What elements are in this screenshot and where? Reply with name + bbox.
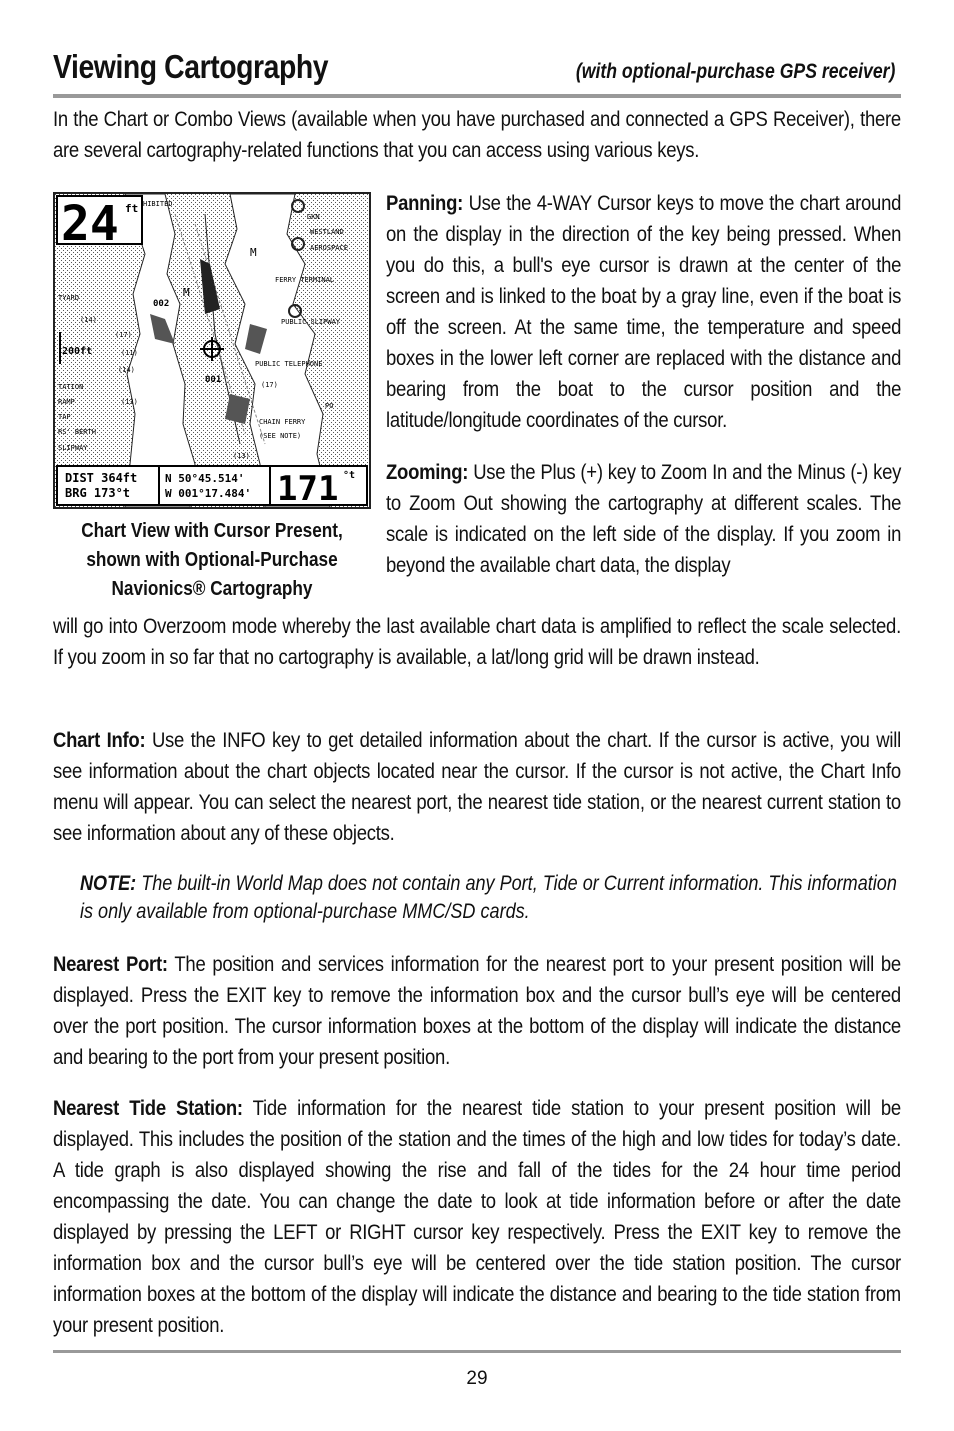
dist-readout: DIST 364ft — [65, 471, 138, 485]
svg-text:RAMP: RAMP — [58, 398, 75, 406]
svg-text:PUBLIC TELEPHONE: PUBLIC TELEPHONE — [255, 360, 323, 368]
svg-text:M: M — [183, 286, 190, 299]
page-number: 29 — [466, 1368, 488, 1389]
page-subtitle: (with optional-purchase GPS receiver) — [575, 60, 895, 83]
brg-readout: BRG 173°t — [65, 486, 131, 500]
chart-info-paragraph: Chart Info: Use the INFO key to get detailed information about the chart. If the cursor is active, you will see information about the chart objects located near the cursor. If the cursor is not active, the Chart Info menu will appear. You can select the nearest port, the nearest tide station, or the nearest current station to see information about any of these objects. — [53, 728, 901, 845]
svg-text:002: 002 — [153, 299, 170, 309]
figure-caption: Chart View with Cursor Present, shown with Optional-Purchase Navionics® Cartography — [81, 520, 343, 600]
depth-unit: ft — [125, 202, 139, 215]
header-rule — [53, 94, 901, 98]
panning-paragraph: Panning: Use the 4-WAY Cursor keys to move the chart around on the display in the direction of the key being pressed. When you do this, a bull's eye cursor is drawn at the center of the screen and is linked to the boat by a gray line, even if the boat is off the screen. At the same time, the temperature and speed boxes in the lower left corner are replaced with the distance and bearing from the boat to the cursor position and the latitude/longitude coordinates of the cursor. — [386, 191, 902, 432]
svg-text:WESTLAND: WESTLAND — [310, 228, 344, 236]
chart-map — [55, 194, 369, 507]
svg-text:(13): (13) — [233, 452, 250, 460]
svg-text:001: 001 — [205, 375, 222, 385]
page-title: Viewing Cartography — [53, 48, 329, 85]
zooming-continued: will go into Overzoom mode whereby the last available chart data is amplified to reflect the scale selected. If you zoom in so far that no cartography is available, a lat/long grid will be drawn instead. — [53, 614, 901, 669]
nearest-tide-paragraph: Nearest Tide Station: Tide information for the nearest tide station to your present position will be displayed. This includes the position of the station and the times of the high and low tides for today’s date. A tide graph is also displayed showing the rise and fall of the tides for the 24 hour time period encompassing the date. You can change the date to look at tide information before or after the date displayed by pressing the LEFT or RIGHT cursor key respectively. Press the EXIT key to remove the information box and the cursor bull’s eye will be centered over the tide station position. The cursor information boxes at the bottom of the display will indicate the distance and bearing to the tide station from your present position. — [53, 1096, 901, 1337]
page-header — [53, 48, 901, 94]
svg-text:SLIPWAY: SLIPWAY — [58, 444, 88, 452]
svg-text:PUBLIC SLIPWAY: PUBLIC SLIPWAY — [281, 318, 341, 326]
heading-unit: °t — [343, 470, 356, 481]
svg-text:(17): (17) — [115, 331, 132, 339]
nearest-port-paragraph: Nearest Port: The position and services information for the nearest port to your present position will be displayed. Press the EXIT key to remove the information box and the cursor bull’s eye will be centered over the port position. The cursor information boxes at the bottom of the display will indicate the distance and bearing to the port from your present position. — [53, 952, 901, 1069]
note-paragraph: NOTE: The built-in World Map does not contain any Port, Tide or Current information. This information is only available from optional-purchase MMC/SD cards. — [80, 872, 897, 923]
depth-readout: 24 — [61, 196, 119, 252]
svg-text:M: M — [250, 246, 257, 259]
svg-text:CHAIN FERRY: CHAIN FERRY — [259, 418, 306, 426]
svg-text:(14): (14) — [80, 316, 97, 324]
chart-screen-image — [53, 192, 371, 509]
longitude-readout: W 001°17.484' — [165, 487, 252, 500]
svg-text:PO: PO — [325, 402, 334, 410]
svg-text:TYARD: TYARD — [58, 294, 80, 302]
latitude-readout: N 50°45.514' — [165, 472, 245, 485]
chart-figure — [53, 192, 371, 604]
intro-paragraph: In the Chart or Combo Views (available when you have purchased and connected a GPS Receiver), there are several cartography-related functions that you can access using various keys. — [53, 107, 901, 162]
svg-text:RS' BERTH: RS' BERTH — [58, 428, 96, 436]
scale-readout: 200ft — [62, 346, 93, 357]
svg-text:TATION: TATION — [58, 383, 84, 391]
svg-text:(14): (14) — [118, 366, 135, 374]
svg-text:(17): (17) — [261, 381, 278, 389]
svg-text:HIBITED: HIBITED — [143, 200, 173, 208]
svg-text:(13): (13) — [121, 398, 138, 406]
svg-text:(11): (11) — [121, 349, 138, 357]
footer-rule — [53, 1350, 901, 1353]
heading-readout: 171 — [277, 469, 339, 507]
svg-text:TAP: TAP — [58, 413, 71, 421]
svg-text:GKN: GKN — [307, 213, 320, 221]
right-column — [386, 188, 901, 581]
svg-text:FERRY TERMINAL: FERRY TERMINAL — [275, 276, 335, 284]
svg-text:(SEE NOTE): (SEE NOTE) — [259, 432, 302, 440]
svg-text:AEROSPACE: AEROSPACE — [310, 244, 348, 252]
zooming-paragraph: Zooming: Use the Plus (+) key to Zoom In and the Minus (-) key to Zoom Out showing the cartography at different scales. The scale is indicated on the left side of the display. If you zoom in beyond the available chart data, the display — [386, 460, 902, 577]
